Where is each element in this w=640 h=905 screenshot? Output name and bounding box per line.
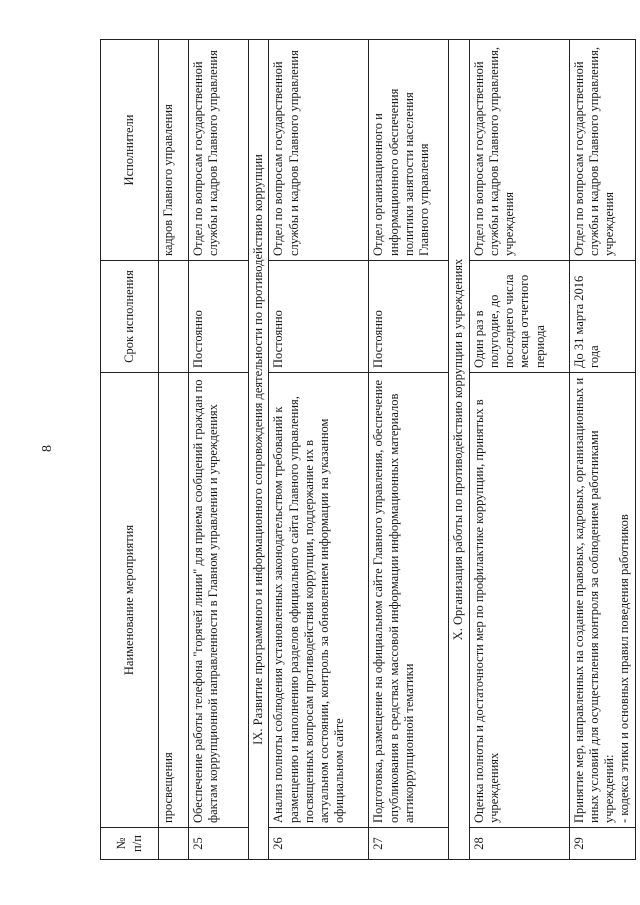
- cell-deadline: Постоянно: [369, 261, 449, 373]
- cell-executors: Отдел по вопросам государственной службы и кадров Главного управления, учреждения: [569, 40, 635, 261]
- cell-executors: Отдел по вопросам государственной службы и кадров Главного управления: [269, 40, 369, 261]
- section-title: X. Организация работы по противодействию коррупции в учреждениях: [449, 40, 469, 860]
- section-row: [449, 40, 469, 860]
- table-row: [269, 40, 369, 860]
- cell-executors: кадров Главного управления: [159, 40, 189, 261]
- cell-name: Подготовка, размещение на официальном сайте Главного управления, обеспечение опубликования в средствах массовой информации информационных материалов антикоррупционной тематики: [369, 373, 449, 828]
- cell-num: [159, 828, 189, 860]
- cell-executors: Отдел по вопросам государственной службы и кадров Главного управления: [189, 40, 249, 261]
- cell-num: 28: [469, 828, 569, 860]
- section-title: IX. Развитие программного и информационного сопровождения деятельности по противодействию коррупции: [249, 40, 269, 860]
- cell-num: 25: [189, 828, 249, 860]
- cell-name: Оценка полноты и достаточности мер по профилактике коррупции, принятых в учреждениях: [469, 373, 569, 828]
- header-num: № п/п: [101, 828, 159, 860]
- cell-executors: Отдел по вопросам государственной службы и кадров Главного управления, учреждения: [469, 40, 569, 261]
- cell-name: просвещения: [159, 373, 189, 828]
- cell-name: [569, 373, 635, 828]
- table-header-row: [101, 40, 159, 860]
- cell-name-text: Принятие мер, направленных на создание правовых, кадровых, организационных и иных условий для осуществления контроля за соблюдением работниками учреждений:: [571, 377, 616, 823]
- table-row: [159, 40, 189, 860]
- cell-name-item: - кодекса этики и основных правил поведения работников: [617, 514, 632, 823]
- cell-num: 29: [569, 828, 635, 860]
- cell-deadline: Постоянно: [269, 261, 369, 373]
- rotated-page: [100, 40, 632, 860]
- header-deadline: Срок исполнения: [101, 261, 159, 373]
- cell-deadline: Постоянно: [189, 261, 249, 373]
- table-row: [189, 40, 249, 860]
- cell-num: 26: [269, 828, 369, 860]
- header-name: Наименование мероприятия: [101, 373, 159, 828]
- header-executors: Исполнители: [101, 40, 159, 261]
- table-row: [569, 40, 635, 860]
- measures-table: [100, 39, 636, 860]
- cell-deadline: Один раз в полугодие, до последнего числа месяца отчетного периода: [469, 261, 569, 373]
- table-row: [369, 40, 449, 860]
- cell-deadline: [159, 261, 189, 373]
- section-row: [249, 40, 269, 860]
- cell-name: Анализ полноты соблюдения установленных законодательством требований к размещению и наполнению разделов официального сайта Главного управления, посвященных вопросам противодействия коррупции, поддержание их в актуальном состоянии, контроль за обновлением информации на указанном официальном сайте: [269, 373, 369, 828]
- cell-num: 27: [369, 828, 449, 860]
- cell-name: Обеспечение работы телефона "горячей линии" для приема сообщений граждан по фактам коррупционной направленности в Главном управлении и учреждениях: [189, 373, 249, 828]
- table-row: [469, 40, 569, 860]
- cell-deadline: До 31 марта 2016 года: [569, 261, 635, 373]
- cell-executors: Отдел организационного и информационного обеспечения политики занятости населения Главного управления: [369, 40, 449, 261]
- page-number: 8: [40, 445, 55, 452]
